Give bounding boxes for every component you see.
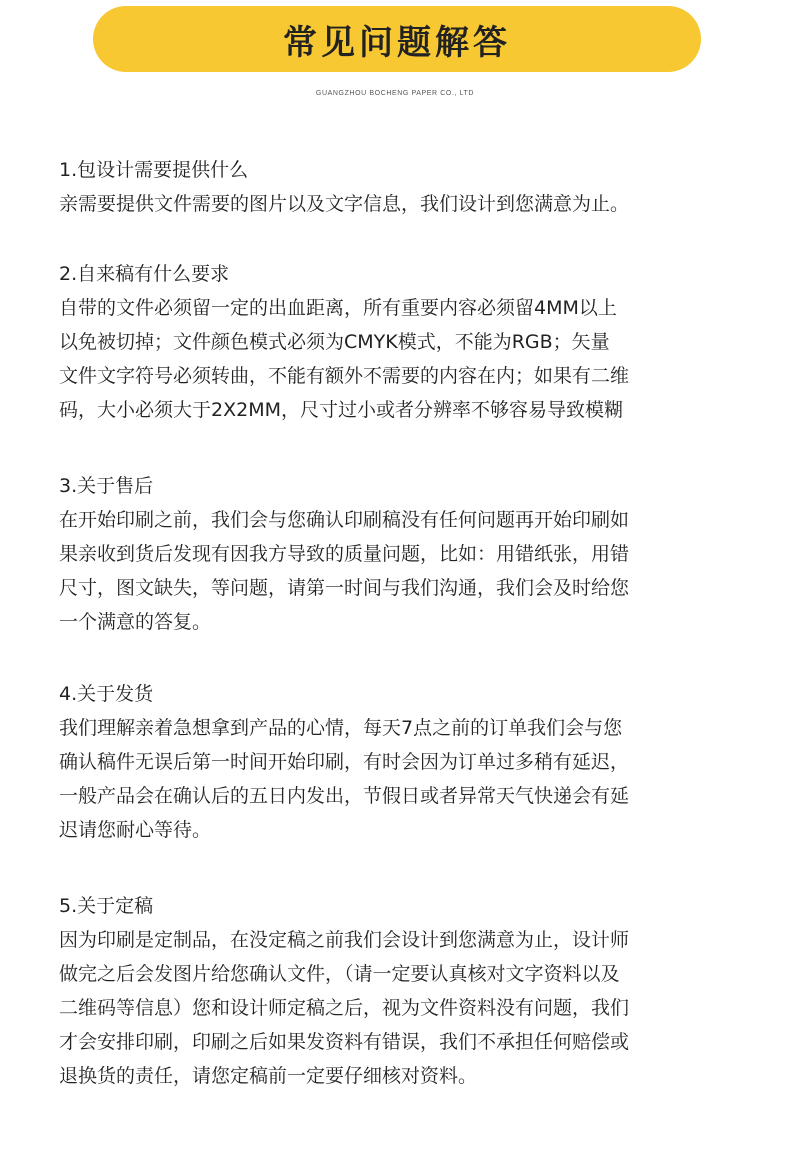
faq-answer-line: 在开始印刷之前，我们会与您确认印刷稿没有任何问题再开始印刷如	[59, 509, 630, 531]
faq-answer-line: 才会安排印刷，印刷之后如果发资料有错误，我们不承担任何赔偿或	[59, 1031, 630, 1053]
faq-answer-line: 确认稿件无误后第一时间开始印刷，有时会因为订单过多稍有延迟，	[59, 751, 630, 773]
faq-answer-line: 一个满意的答复。	[59, 611, 212, 633]
faq-answer-line: 二维码等信息）您和设计师定稿之后，视为文件资料没有问题，我们	[59, 997, 630, 1019]
faq-question-4: 4.关于发货	[59, 683, 154, 705]
faq-answer-line: 以免被切掉；文件颜色模式必须为CMYK模式，不能为RGB；矢量	[59, 331, 610, 353]
faq-question-5: 5.关于定稿	[59, 895, 154, 917]
faq-section-2	[59, 257, 739, 427]
faq-question-3: 3.关于售后	[59, 475, 154, 497]
faq-answer-line: 文件文字符号必须转曲，不能有额外不需要的内容在内；如果有二维	[59, 365, 630, 387]
header-banner	[93, 6, 701, 72]
page-title: 常见问题解答	[283, 22, 511, 63]
faq-answer-line: 自带的文件必须留一定的出血距离，所有重要内容必须留4MM以上	[59, 297, 617, 319]
faq-answer-line: 果亲收到货后发现有因我方导致的质量问题，比如：用错纸张，用错	[59, 543, 630, 565]
faq-answer-line: 我们理解亲着急想拿到产品的心情，每天7点之前的订单我们会与您	[59, 717, 623, 739]
faq-answer-line: 亲需要提供文件需要的图片以及文字信息，我们设计到您满意为止。	[59, 193, 630, 215]
company-name: GUANGZHOU BOCHENG PAPER CO., LTD	[315, 90, 475, 97]
faq-answer-line: 码，大小必须大于2X2MM，尺寸过小或者分辨率不够容易导致模糊	[59, 399, 623, 421]
faq-answer-line: 尺寸，图文缺失，等问题，请第一时间与我们沟通，我们会及时给您	[59, 577, 630, 599]
faq-answer-line: 迟请您耐心等待。	[59, 819, 212, 841]
faq-answer-line: 一般产品会在确认后的五日内发出，节假日或者异常天气快递会有延	[59, 785, 630, 807]
faq-section-5	[59, 889, 739, 1093]
faq-question-1: 1.包设计需要提供什么	[59, 159, 249, 181]
faq-section-3	[59, 469, 739, 639]
faq-answer-line: 退换货的责任，请您定稿前一定要仔细核对资料。	[59, 1065, 478, 1087]
faq-answer-line: 做完之后会发图片给您确认文件，（请一定要认真核对文字资料以及	[59, 963, 620, 985]
faq-answer-line: 因为印刷是定制品，在没定稿之前我们会设计到您满意为止，设计师	[59, 929, 630, 951]
faq-section-1	[59, 153, 739, 221]
faq-question-2: 2.自来稿有什么要求	[59, 263, 230, 285]
faq-section-4	[59, 677, 739, 847]
